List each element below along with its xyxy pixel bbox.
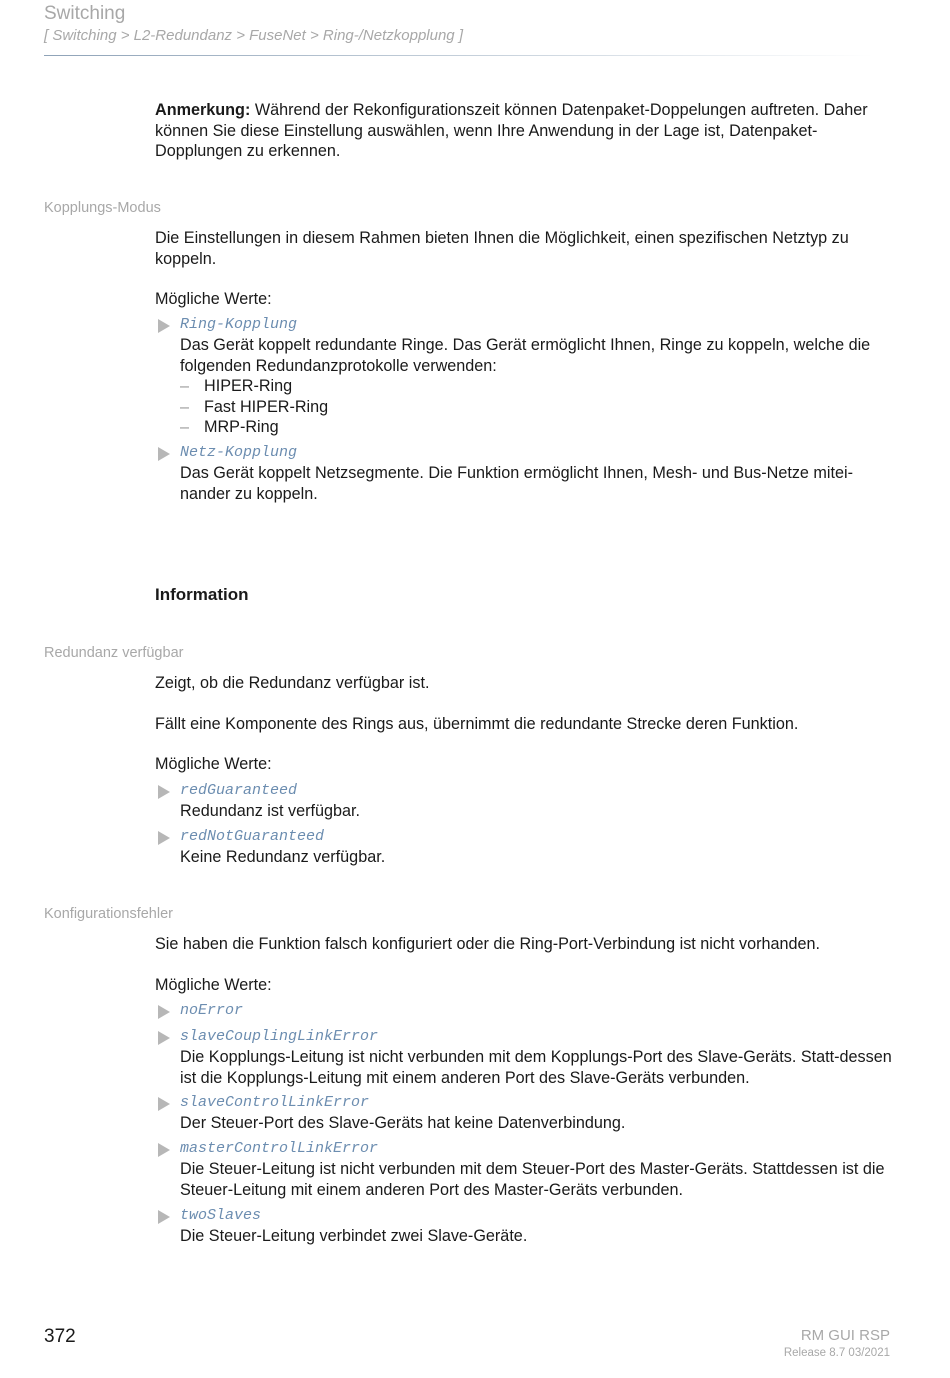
bullet-triangle-icon (158, 319, 170, 333)
value-code: noError (180, 1002, 244, 1019)
value-code: redNotGuaranteed (180, 828, 325, 845)
side-label-redundancy: Redundanz verfügbar (44, 645, 184, 661)
section-heading-information: Information (155, 585, 249, 604)
coupling-mode-possible-values: Mögliche Werte: (155, 290, 272, 308)
redundancy-possible-values: Mögliche Werte: (155, 755, 272, 773)
value-code: Netz-Kopplung (180, 444, 298, 461)
note-label: Anmerkung: (155, 101, 251, 119)
dash-bullet-icon: – (180, 377, 190, 395)
value-description: Redundanz ist verfügbar. (180, 802, 360, 820)
side-label-config-error: Konfigurationsfehler (44, 906, 173, 922)
value-code: redGuaranteed (180, 782, 298, 799)
value-code: Ring-Kopplung (180, 316, 298, 333)
config-error-intro: Sie haben die Funktion falsch konfiguriert oder die Ring-Port-Verbindung ist nicht vorhanden. (155, 935, 820, 953)
redundancy-intro: Zeigt, ob die Redundanz verfügbar ist. (155, 674, 430, 692)
note-text: Während der Rekonfigurationszeit können Datenpaket-Doppelungen auftreten. Daher können Sie diese Einstellung auswählen, wenn Ihre Anwendung in der Lage ist, Datenpaket-Dopplungen zu erkennen. (155, 101, 868, 160)
value-description: Das Gerät koppelt Netzsegmente. Die Funktion ermöglicht Ihnen, Mesh- und Bus-Netze mitei-nander zu koppeln. (180, 464, 853, 503)
value-description: Die Steuer-Leitung ist nicht verbunden mit dem Steuer-Port des Master-Geräts. Stattdessen ist die Steuer-Leitung mit einem anderen Port des Master-Geräts verbunden. (180, 1160, 885, 1199)
redundancy-intro-2: Fällt eine Komponente des Rings aus, übernimmt die redundante Strecke deren Funktion. (155, 715, 799, 733)
value-description: Die Kopplungs-Leitung ist nicht verbunden mit dem Kopplungs-Port des Slave-Geräts. Statt-dessen ist die Kopplungs-Leitung mit einem anderen Port des Slave-Geräts verbunden. (180, 1048, 892, 1087)
value-code: slaveControlLinkError (180, 1094, 370, 1111)
bullet-triangle-icon (158, 1210, 170, 1224)
bullet-triangle-icon (158, 1097, 170, 1111)
coupling-mode-intro: Die Einstellungen in diesem Rahmen bieten Ihnen die Möglichkeit, einen spezifischen Netztyp zu koppeln. (155, 229, 849, 268)
value-description: Das Gerät koppelt redundante Ringe. Das Gerät ermöglicht Ihnen, Ringe zu koppeln, welche die folgenden Redundanzprotokolle verwenden: (180, 336, 871, 375)
config-error-possible-values: Mögliche Werte: (155, 976, 272, 994)
value-code: slaveCouplingLinkError (180, 1028, 379, 1045)
dash-bullet-icon: – (180, 398, 190, 416)
value-description: Der Steuer-Port des Slave-Geräts hat keine Datenverbindung. (180, 1114, 626, 1132)
breadcrumb: [ Switching > L2-Redundanz > FuseNet > Ring-/Netzkopplung ] (44, 27, 463, 44)
dash-bullet-icon: – (180, 418, 190, 436)
header-divider (44, 55, 874, 56)
bullet-triangle-icon (158, 447, 170, 461)
bullet-triangle-icon (158, 831, 170, 845)
note-paragraph (155, 100, 895, 162)
value-description: Die Steuer-Leitung verbindet zwei Slave-Geräte. (180, 1227, 528, 1245)
bullet-triangle-icon (158, 1005, 170, 1019)
document-id: RM GUI RSP (800, 1327, 890, 1344)
value-code: twoSlaves (180, 1207, 262, 1224)
bullet-triangle-icon (158, 1031, 170, 1045)
bullet-triangle-icon (158, 785, 170, 799)
side-label-coupling-mode: Kopplungs-Modus (44, 200, 161, 216)
value-code: masterControlLinkError (180, 1140, 379, 1157)
bullet-triangle-icon (158, 1143, 170, 1157)
page-number: 372 (44, 1326, 76, 1347)
release-info: Release 8.7 03/2021 (783, 1347, 890, 1359)
header-title: Switching (44, 3, 126, 24)
value-description: Keine Redundanz verfügbar. (180, 848, 386, 866)
